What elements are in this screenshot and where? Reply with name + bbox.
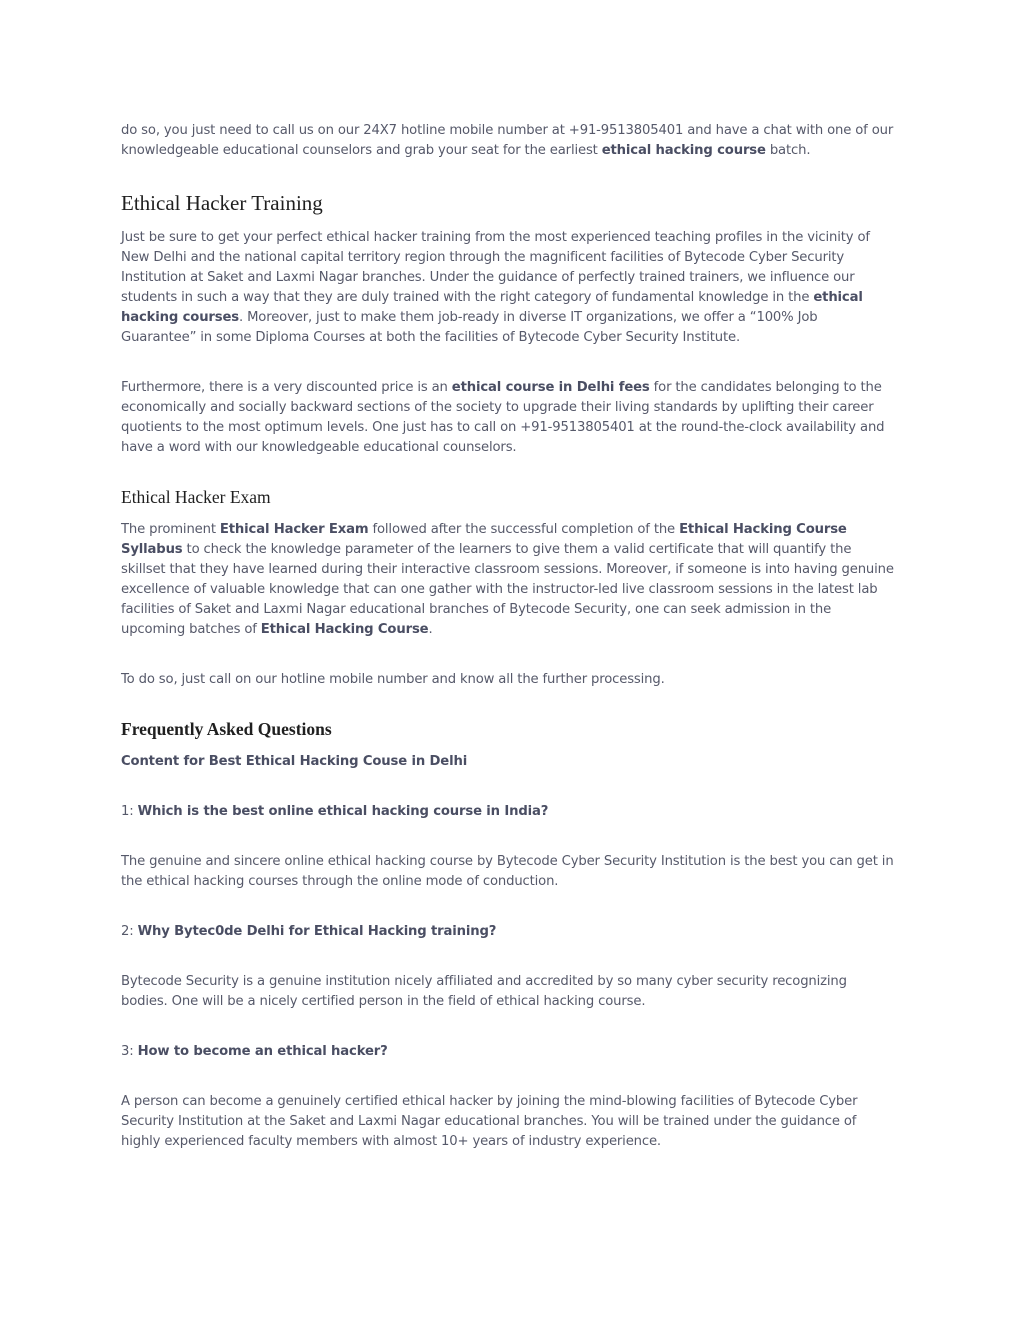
faq-subheading: Content for Best Ethical Hacking Couse in Delhi [121,754,468,769]
heading-ethical-hacker-exam: Ethical Hacker Exam [121,487,271,507]
training-paragraph-2 [121,378,896,458]
faq-question-1 [121,802,896,822]
training-p2-bold: ethical course in Delhi fees [451,380,650,395]
faq-q3-number: 3: [121,1044,138,1059]
faq-answer-1: The genuine and sincere online ethical hacking course by Bytecode Cyber Security Institution is the best you can get in the ethical hacking courses through the online mode of conduction. [121,854,894,889]
exam-p1-text-1: The prominent [121,522,220,537]
training-p1-text-2: . Moreover, just to make them job-ready in diverse IT organizations, we offer a “100% Job Guarantee” in some Diploma Courses at both the facilities of Bytecode Cyber Security Institute. [121,310,818,345]
faq-q1-number: 1: [121,804,138,819]
exam-p1-bold-1: Ethical Hacker Exam [219,522,369,537]
faq-question-3 [121,1042,896,1062]
heading-frequently-asked-questions: Frequently Asked Questions [121,719,332,739]
intro-text-2: batch. [765,143,811,158]
exam-p1-text-3: to check the knowledge parameter of the learners to give them a valid certificate that will quantify the skillset that they have learned during their interactive classroom sessions. Moreover, if someone is into having genuine excellence of valuable knowledge that can one gather with the instructor-led live classroom sessions in the latest lab facilities of Saket and Laxmi Nagar educational branches of Bytecode Security, one can seek admission in the upcoming batches of [121,542,894,637]
intro-paragraph [121,121,896,161]
exam-p1-bold-2: Ethical Hacking Course Syllabus [121,522,847,557]
exam-p1-bold-3: Ethical Hacking Course [260,622,429,637]
training-p1-bold: ethical hacking courses [121,290,863,325]
faq-answer-2: Bytecode Security is a genuine institution nicely affiliated and accredited by so many cyber security recognizing bodies. One will be a nicely certified person in the field of ethical hacking course. [121,974,847,1009]
faq-question-2 [121,922,896,942]
exam-p1-text-4: . [428,622,433,637]
faq-q2-text: Why Bytec0de Delhi for Ethical Hacking training? [137,924,497,939]
exam-p1-text-2: followed after the successful completion of the [368,522,680,537]
faq-q3-text: How to become an ethical hacker? [137,1044,388,1059]
training-paragraph-1 [121,228,896,348]
heading-ethical-hacker-training: Ethical Hacker Training [121,191,323,215]
document-page [121,121,896,1152]
intro-text-1: do so, you just need to call us on our 24X7 hotline mobile number at +91-9513805401 and have a chat with one of our knowledgeable educational counselors and grab your seat for the earliest [121,123,894,158]
exam-paragraph-2: To do so, just call on our hotline mobile number and know all the further processing. [121,672,665,687]
intro-bold-ethical-hacking-course: ethical hacking course [601,143,766,158]
exam-paragraph-1 [121,520,896,640]
training-p1-text-1: Just be sure to get your perfect ethical hacker training from the most experienced teaching profiles in the vicinity of New Delhi and the national capital territory region through the magnificent facilities of Bytecode Cyber Security Institution at Saket and Laxmi Nagar branches. Under the guidance of perfectly trained trainers, we influence our students in such a way that they are duly trained with the right category of fundamental knowledge in the [121,230,870,305]
training-p2-text-2: for the candidates belonging to the economically and socially backward sections of the society to upgrade their living standards by uplifting their career quotients to the most optimum levels. One just has to call on +91-9513805401 at the round-the-clock availability and have a word with our knowledgeable educational counselors. [121,380,885,455]
faq-answer-3: A person can become a genuinely certified ethical hacker by joining the mind-blowing facilities of Bytecode Cyber Security Institution at the Saket and Laxmi Nagar educational branches. You will be trained under the guidance of highly experienced faculty members with almost 10+ years of industry experience. [121,1094,858,1149]
faq-q2-number: 2: [121,924,138,939]
training-p2-text-1: Furthermore, there is a very discounted price is an [121,380,452,395]
faq-q1-text: Which is the best online ethical hacking course in India? [137,804,549,819]
